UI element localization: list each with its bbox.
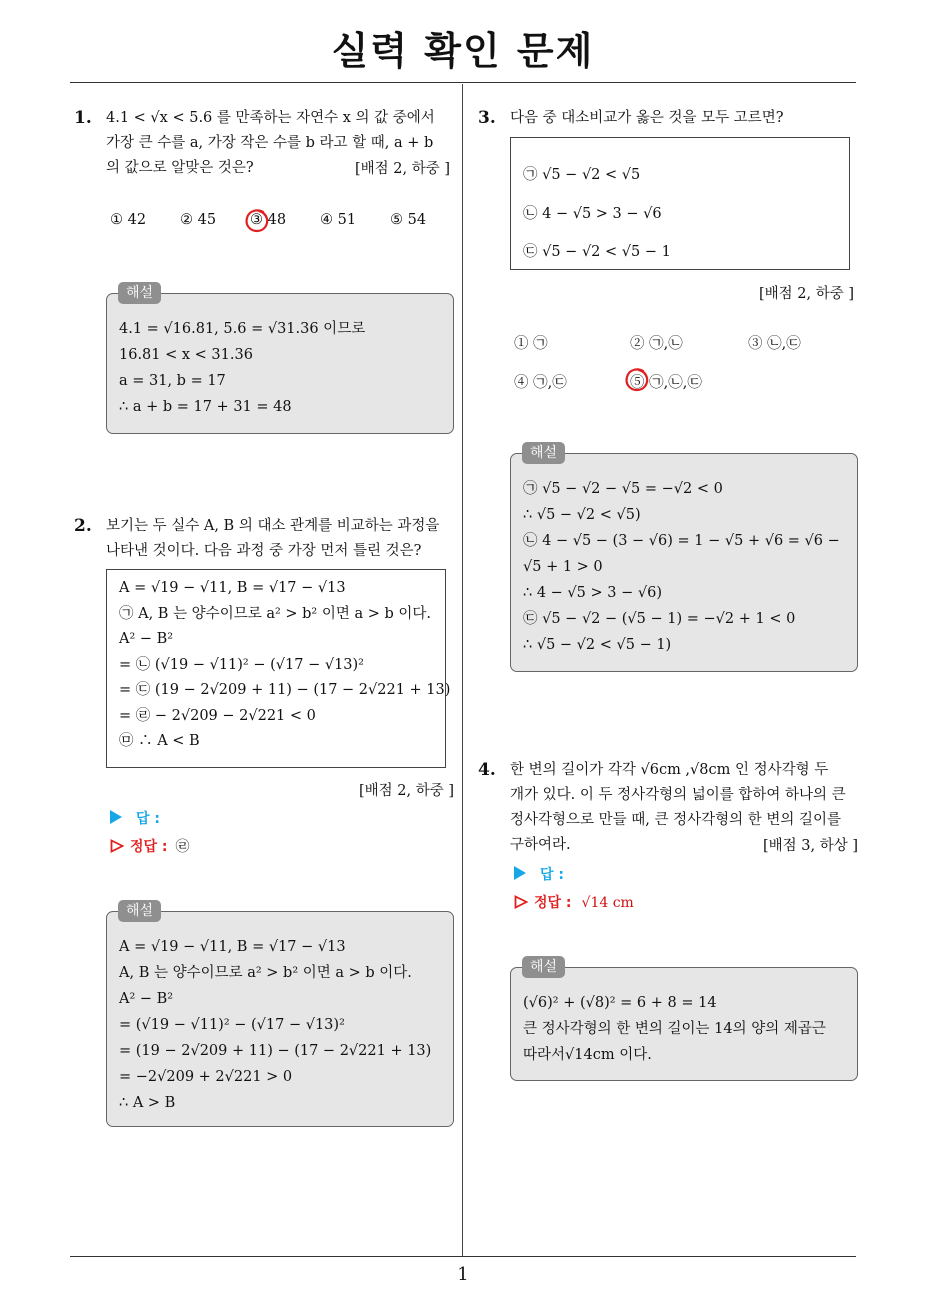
choice-4[interactable]: ④ 51 <box>320 212 357 228</box>
statement-line: ㉡ 4 − √5 > 3 − √6 <box>523 205 662 222</box>
choice-3[interactable]: ③ 48 <box>250 212 287 228</box>
question-line: 보기는 두 실수 A, B 의 대소 관계를 비교하는 과정을 <box>106 518 440 534</box>
score-label: [배점 2, 하중 ] <box>354 161 450 177</box>
correct-answer-row <box>110 836 190 856</box>
question-line: 나타낸 것이다. 다음 과정 중 가장 먼저 틀린 것은? <box>106 543 422 559</box>
page-number: 1 <box>457 1264 469 1285</box>
header-rule <box>70 82 856 83</box>
question-line: 개가 있다. 이 두 정사각형의 넓이를 합하여 하나의 큰 <box>510 787 846 803</box>
solution-box <box>106 293 454 434</box>
choice-2[interactable]: ② ㉠,㉡ <box>630 336 683 352</box>
page-title: 실력 확인 문제 <box>331 29 595 73</box>
question-text <box>510 106 858 131</box>
question-number: 4. <box>478 760 496 780</box>
solution-line: ∴ 4 − √5 > 3 − √6) <box>523 585 662 601</box>
statement-line: ㉠ √5 − √2 < √5 <box>523 167 641 183</box>
solution-line: ∴ √5 − √2 < √5) <box>523 507 641 523</box>
selected-answer-circle-icon <box>244 208 270 234</box>
solution-line: = (√19 − √11)² − (√17 − √13)² <box>119 1017 345 1033</box>
question-line: 구하여라. <box>510 837 571 853</box>
choice-5[interactable]: ⑤ 54 <box>390 212 427 228</box>
reasoning-box <box>106 569 451 768</box>
correct-answer-row <box>514 892 634 912</box>
solution-line: a = 31, b = 17 <box>119 373 226 389</box>
solution-line: 4.1 = √16.81, 5.6 = √31.36 이므로 <box>119 321 366 337</box>
statement-box <box>510 137 850 270</box>
question-number: 3. <box>478 108 496 128</box>
correct-arrow-icon <box>110 839 124 853</box>
solution-line: (√6)² + (√8)² = 6 + 8 = 14 <box>523 995 717 1011</box>
solution-line: A² − B² <box>119 991 174 1007</box>
solution-tab: 해설 <box>522 956 565 978</box>
reasoning-line: ㉠ A, B 는 양수이므로 a² > b² 이면 a > b 이다. <box>119 605 432 622</box>
solution-line: A, B 는 양수이므로 a² > b² 이면 a > b 이다. <box>119 965 412 981</box>
correct-value: ㉣ <box>175 839 190 855</box>
score-label: [배점 3, 하상 ] <box>762 838 858 854</box>
question-text <box>106 514 454 564</box>
choice-3[interactable]: ③ ㉡,㉢ <box>748 336 801 352</box>
question-line: 다음 중 대소비교가 옳은 것을 모두 고르면? <box>510 110 784 126</box>
solution-box <box>106 911 454 1127</box>
choice-1[interactable]: ① 42 <box>110 212 147 228</box>
selected-answer-circle-icon <box>624 367 650 393</box>
choice-4[interactable]: ④ ㉠,㉢ <box>514 375 567 391</box>
solution-line: ㉡ 4 − √5 − (3 − √6) = 1 − √5 + √6 = √6 − <box>523 533 840 549</box>
reasoning-line: = ㉣ − 2√209 − 2√221 < 0 <box>119 707 316 724</box>
solution-line: 따라서√14cm 이다. <box>523 1047 652 1063</box>
solution-line: 큰 정사각형의 한 변의 길이는 14의 양의 제곱근 <box>523 1021 826 1037</box>
question-line: 정사각형으로 만들 때, 큰 정사각형의 한 변의 길이를 <box>510 812 842 828</box>
choice-2[interactable]: ② 45 <box>180 212 217 228</box>
choice-5[interactable]: ⑤ ㉠,㉡,㉢ <box>630 375 702 391</box>
solution-tab: 해설 <box>522 442 565 464</box>
reasoning-line: = ㉡ (√19 − √11)² − (√17 − √13)² <box>119 656 364 673</box>
question-line: 의 값으로 알맞은 것은? <box>106 160 254 176</box>
footer-rule <box>70 1256 856 1257</box>
answer-row <box>514 864 564 884</box>
solution-line: 16.81 < x < 31.36 <box>119 347 253 363</box>
column-divider <box>462 84 463 1256</box>
solution-line: = (19 − 2√209 + 11) − (17 − 2√221 + 13) <box>119 1043 432 1059</box>
solution-line: ㉢ √5 − √2 − (√5 − 1) = −√2 + 1 < 0 <box>523 611 796 627</box>
answer-label: 답 : <box>136 811 160 827</box>
solution-line: = −2√209 + 2√221 > 0 <box>119 1069 293 1085</box>
reasoning-line: A² − B² <box>119 631 174 647</box>
score-label: [배점 2, 하중 ] <box>758 286 854 302</box>
statement-line: ㉢ √5 − √2 < √5 − 1 <box>523 244 671 260</box>
answer-label: 답 : <box>540 867 564 883</box>
correct-arrow-icon <box>514 895 528 909</box>
solution-tab: 해설 <box>118 900 161 922</box>
answer-row <box>110 808 160 828</box>
solution-line: √5 + 1 > 0 <box>523 559 603 575</box>
solution-line: ∴ A > B <box>119 1095 176 1111</box>
solution-box <box>510 453 858 672</box>
reasoning-line: ㉤ ∴ A < B <box>119 733 200 749</box>
solution-line: A = √19 − √11, B = √17 − √13 <box>119 939 346 955</box>
correct-label: 정답 : <box>130 839 168 855</box>
correct-value: √14 cm <box>581 895 634 911</box>
solution-box <box>510 967 858 1081</box>
reasoning-line: = ㉢ (19 − 2√209 + 11) − (17 − 2√221 + 13) <box>119 682 451 698</box>
solution-line: ㉠ √5 − √2 − √5 = −√2 < 0 <box>523 481 723 497</box>
question-number: 2. <box>74 516 92 536</box>
question-line: 4.1 < √x < 5.6 를 만족하는 자연수 x 의 값 중에서 <box>106 110 435 126</box>
choice-1[interactable]: ① ㉠ <box>514 336 548 352</box>
reasoning-line: A = √19 − √11, B = √17 − √13 <box>119 580 346 596</box>
answer-arrow-icon <box>514 866 526 880</box>
solution-tab: 해설 <box>118 282 161 304</box>
score-label: [배점 2, 하중 ] <box>358 783 454 799</box>
answer-arrow-icon <box>110 810 122 824</box>
solution-line: ∴ √5 − √2 < √5 − 1) <box>523 637 672 653</box>
question-line: 한 변의 길이가 각각 √6cm ,√8cm 인 정사각형 두 <box>510 762 829 778</box>
question-number: 1. <box>74 108 92 128</box>
question-line: 가장 큰 수를 a, 가장 작은 수를 b 라고 할 때, a + b <box>106 135 434 151</box>
solution-line: ∴ a + b = 17 + 31 = 48 <box>119 399 292 415</box>
correct-label: 정답 : <box>534 895 572 911</box>
